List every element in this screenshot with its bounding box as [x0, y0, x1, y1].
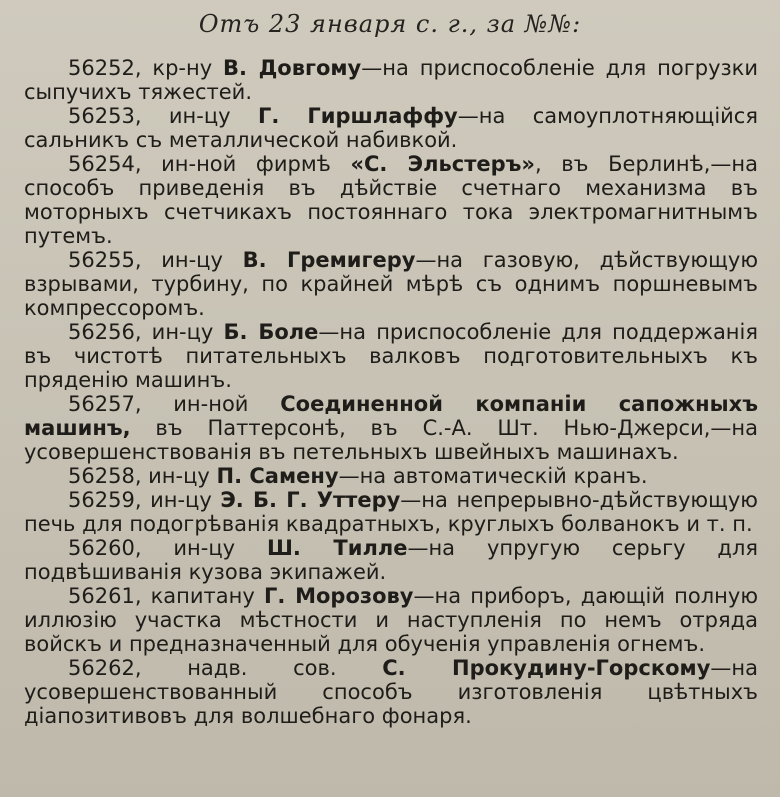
patent-description: —на приборъ, дающій полную иллюзію участка мѣстности и наступленія по немъ отряда войскъ и предназначенный для обученія управленія огнемъ. — [24, 584, 759, 656]
patent-description: —на упругую серьгу для подвѣшиванія кузова экипажей. — [24, 536, 758, 584]
patent-holder-name: Г. Гиршлаффу — [257, 104, 458, 128]
patent-recipient-prefix: , ин-цу — [134, 536, 267, 560]
patent-number: 56260 — [68, 536, 135, 560]
patent-holder-name: В. Довгому — [223, 56, 362, 80]
patent-number: 56254 — [68, 152, 135, 176]
patent-number: 56261 — [68, 584, 135, 608]
patent-entry — [24, 656, 758, 728]
section-heading: Отъ 23 января с. г., за №№: — [198, 10, 582, 38]
patent-entry — [24, 152, 758, 248]
patent-recipient-prefix: , ин-цу — [134, 488, 221, 512]
patent-entry — [24, 320, 758, 392]
patent-description: —на усовершенствованный способъ изготовленія цвѣтныхъ діапозитивовъ для волшебнаго фонаря. — [24, 656, 758, 728]
patent-recipient-prefix: , кр-ну — [134, 56, 224, 80]
patent-holder-name: В. Гремигеру — [242, 248, 416, 272]
patent-number: 56252 — [68, 56, 135, 80]
patent-holder-name: Э. Б. Г. Уттеру — [220, 488, 401, 512]
patent-description: —на непрерывно-дѣйствующую печь для подогрѣванія квадратныхъ, круглыхъ болванокъ и т. п. — [24, 488, 758, 536]
patent-holder-name: «С. Эльстеръ» — [350, 152, 535, 176]
patent-description: —на приспособленіе для поддержанія въ чистотѣ питательныхъ валковъ подготовительныхъ къ пряденію машинъ. — [24, 320, 759, 392]
patent-number: 56255 — [68, 248, 135, 272]
patent-entry — [24, 536, 758, 584]
patent-entry — [24, 584, 758, 656]
patent-recipient-prefix: , надв. сов. — [134, 656, 383, 680]
patent-number: 56262 — [68, 656, 135, 680]
patent-entry — [24, 392, 758, 464]
patent-entry — [24, 104, 758, 152]
patent-number: 56256 — [68, 320, 135, 344]
patent-entry — [24, 56, 758, 104]
patent-holder-name: С. Прокудину-Горскому — [382, 656, 711, 680]
patent-description: , въ Берлинѣ,—на способъ приведенія въ дѣйствіе счетнаго механизма въ моторныхъ счетчикахъ постояннаго тока электромагнитнымъ путемъ. — [24, 152, 758, 248]
patent-number: 56253 — [68, 104, 135, 128]
patent-entry — [24, 248, 758, 320]
patent-list — [24, 56, 758, 728]
patent-description: —на автоматическій кранъ. — [338, 464, 648, 488]
patent-recipient-prefix: , капитану — [134, 584, 264, 608]
patent-description: —на самоуплотняющійся сальникъ съ металлической набивкой. — [24, 104, 758, 152]
patent-description: въ Паттерсонѣ, въ С.-А. Шт. Нью-Джерси,—на усовершенствованія въ петельныхъ швейныхъ машинахъ. — [24, 416, 758, 464]
patent-recipient-prefix: , ин-ной фирмѣ — [134, 152, 351, 176]
patent-number: 56257 — [68, 392, 135, 416]
patent-number: 56258 — [68, 464, 135, 488]
patent-description: —на газовую, дѣйствующую взрывами, турбину, по крайней мѣрѣ съ однимъ поршневымъ компрессоромъ. — [24, 248, 758, 320]
patent-entry — [24, 488, 758, 536]
patent-holder-name: Г. Морозову — [263, 584, 414, 608]
patent-recipient-prefix: , ин-цу — [134, 464, 217, 488]
patent-recipient-prefix: , ин-цу — [134, 248, 243, 272]
patent-holder-name: П. Самену — [216, 464, 339, 488]
patent-holder-name: Б. Боле — [223, 320, 319, 344]
patent-entry — [24, 464, 758, 488]
patent-holder-name: Ш. Тилле — [266, 536, 408, 560]
patent-description: —на приспособленіе для погрузки сыпучихъ тяжестей. — [24, 56, 758, 104]
patent-recipient-prefix: , ин-цу — [134, 104, 258, 128]
patent-recipient-prefix: , ин-ной — [134, 392, 281, 416]
patent-holder-name: Соединенной компаніи сапожныхъ машинъ, — [24, 392, 758, 440]
patent-recipient-prefix: , ин-цу — [134, 320, 224, 344]
patent-number: 56259 — [68, 488, 135, 512]
